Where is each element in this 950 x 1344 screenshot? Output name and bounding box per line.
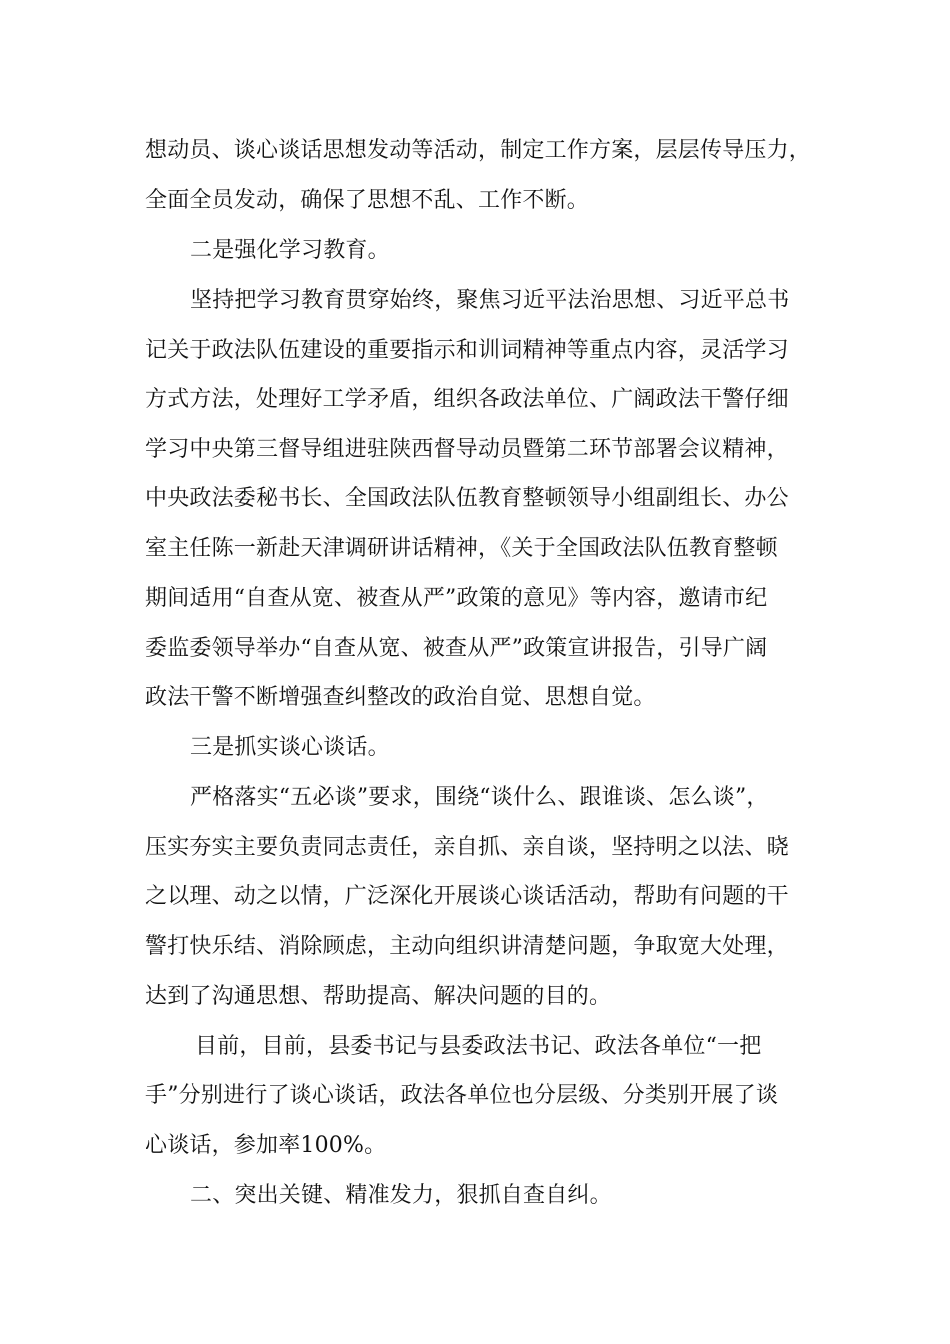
paragraph-line: 想动员、谈心谈话思想发动等活动，制定工作方案，层层传导压力， [145,138,812,163]
paragraph-line: 期间适用“自查从宽、被查从严”政策的意见》等内容，邀请市纪 [145,586,768,611]
paragraph-line: 严格落实“五必谈”要求，围绕“谈什么、跟谁谈、怎么谈”， [190,785,769,810]
section-heading: 二是强化学习教育。 [190,238,390,263]
paragraph-line: 委监委领导举办“自查从宽、被查从严”政策宣讲报告，引导广阔 [145,636,768,661]
paragraph-line: 警打快乐结、消除顾虑，主动向组织讲清楚问题，争取宽大处理， [145,934,789,959]
paragraph-line: 中央政法委秘书长、全国政法队伍教育整顿领导小组副组长、办公 [145,486,789,511]
paragraph-line: 之以理、动之以情，广泛深化开展谈心谈话活动，帮助有问题的干 [145,884,789,909]
paragraph-line: 政法干警不断增强查纠整改的政治自觉、思想自觉。 [145,685,656,710]
section-heading: 三是抓实谈心谈话。 [190,735,390,760]
paragraph-line: 坚持把学习教育贯穿始终，聚焦习近平法治思想、习近平总书 [190,288,790,313]
section-heading: 二、突出关键、精准发力，狠抓自查自纠。 [190,1183,612,1208]
paragraph-line: 方式方法，处理好工学矛盾，组织各政法单位、广阔政法干警仔细 [145,387,789,412]
paragraph-line: 目前，目前，县委书记与县委政法书记、政法各单位“一把 [195,1034,762,1059]
paragraph-line: 记关于政法队伍建设的重要指示和训词精神等重点内容，灵活学习 [145,338,789,363]
paragraph-line: 达到了沟通思想、帮助提高、解决问题的目的。 [145,984,612,1009]
paragraph-line: 心谈话，参加率100%。 [145,1133,387,1158]
paragraph-line: 压实夯实主要负责同志责任，亲自抓、亲自谈，坚持明之以法、晓 [145,835,789,860]
paragraph-line: 手”分别进行了谈心谈话，政法各单位也分层级、分类别开展了谈 [145,1083,779,1108]
paragraph-line: 室主任陈一新赴天津调研讲话精神，《关于全国政法队伍教育整顿 [145,536,778,561]
paragraph-line: 学习中央第三督导组进驻陕西督导动员暨第二环节部署会议精神， [145,437,789,462]
paragraph-line: 全面全员发动，确保了思想不乱、工作不断。 [145,188,590,213]
